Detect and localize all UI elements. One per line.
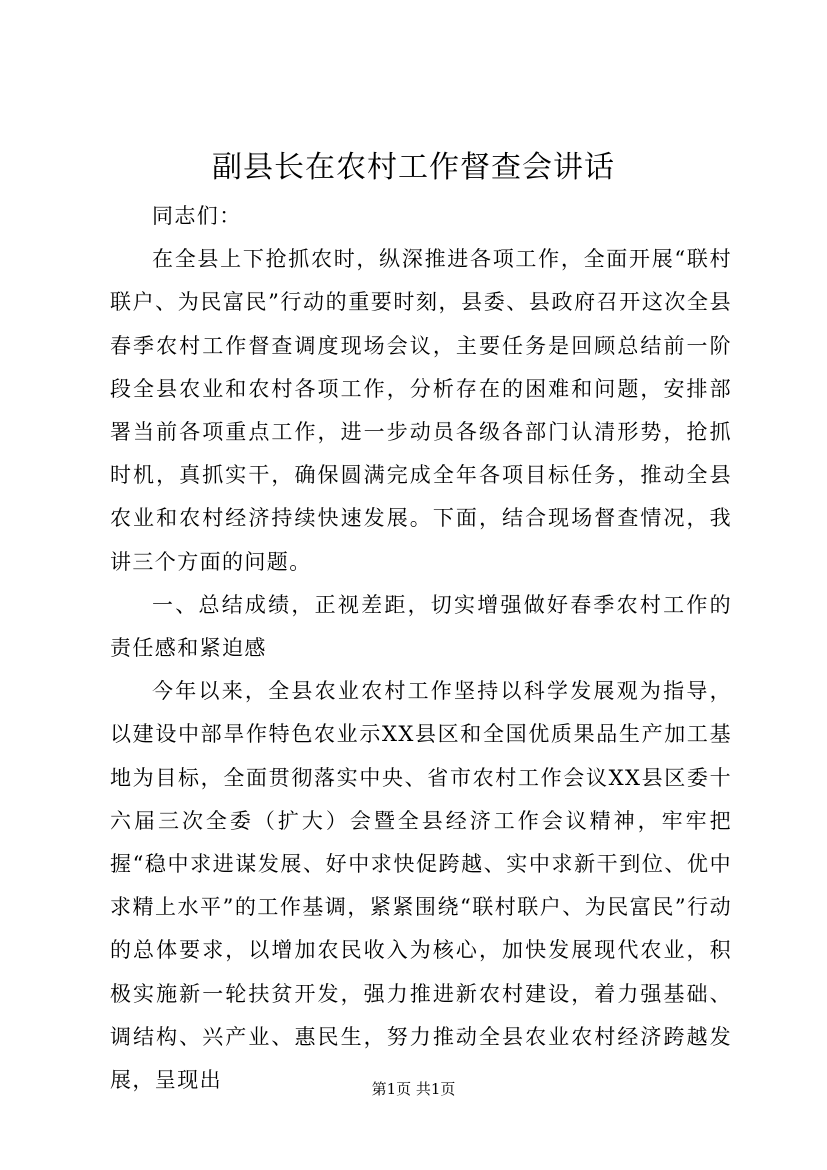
salutation-paragraph: 同志们： bbox=[152, 204, 242, 228]
document-title: 副县长在农村工作督查会讲话 bbox=[212, 150, 615, 185]
section-1-paragraph: 今年以来，全县农业农村工作坚持以科学发展观为指导，以建设中部旱作特色农业示XX县区和全国优质果品生产加工基地为目标，全面贯彻落实中央、省市农村工作会议XX县区委十六届三次全委（扩大）会暨全县经济工作会议精神，牢牢把握“稳中求进谋发展、好中求快促跨越、实中求新干到位、优中求精上水平”的工作基调，紧紧围绕“联村联户、为民富民”行动的总体要求，以增加农民收入为核心，加快发展现代农业，积极实施新一轮扶贫开发，强力推进新农村建设，着力强基础、调结构、兴产业、惠民生，努力推动全县农业农村经济跨越发展，呈现出 bbox=[110, 679, 732, 1093]
page-number-footer: 第1页 共1页 bbox=[371, 1080, 456, 1098]
section-heading-1: 一、总结成绩，正视差距，切实增强做好春季农村工作的责任感和紧迫感 bbox=[110, 592, 732, 661]
document-body bbox=[110, 195, 732, 1102]
intro-paragraph: 在全县上下抢抓农时，纵深推进各项工作，全面开展“联村联户、为民富民”行动的重要时刻，县委、县政府召开这次全县春季农村工作督查调度现场会议，主要任务是回顾总结前一阶段全县农业和农村各项工作，分析存在的困难和问题，安排部署当前各项重点工作，进一步动员各级各部门认清形势，抢抓时机，真抓实干，确保圆满完成全年各项目标任务，推动全县农业和农村经济持续快速发展。下面，结合现场督查情况，我讲三个方面的问题。 bbox=[110, 247, 732, 574]
